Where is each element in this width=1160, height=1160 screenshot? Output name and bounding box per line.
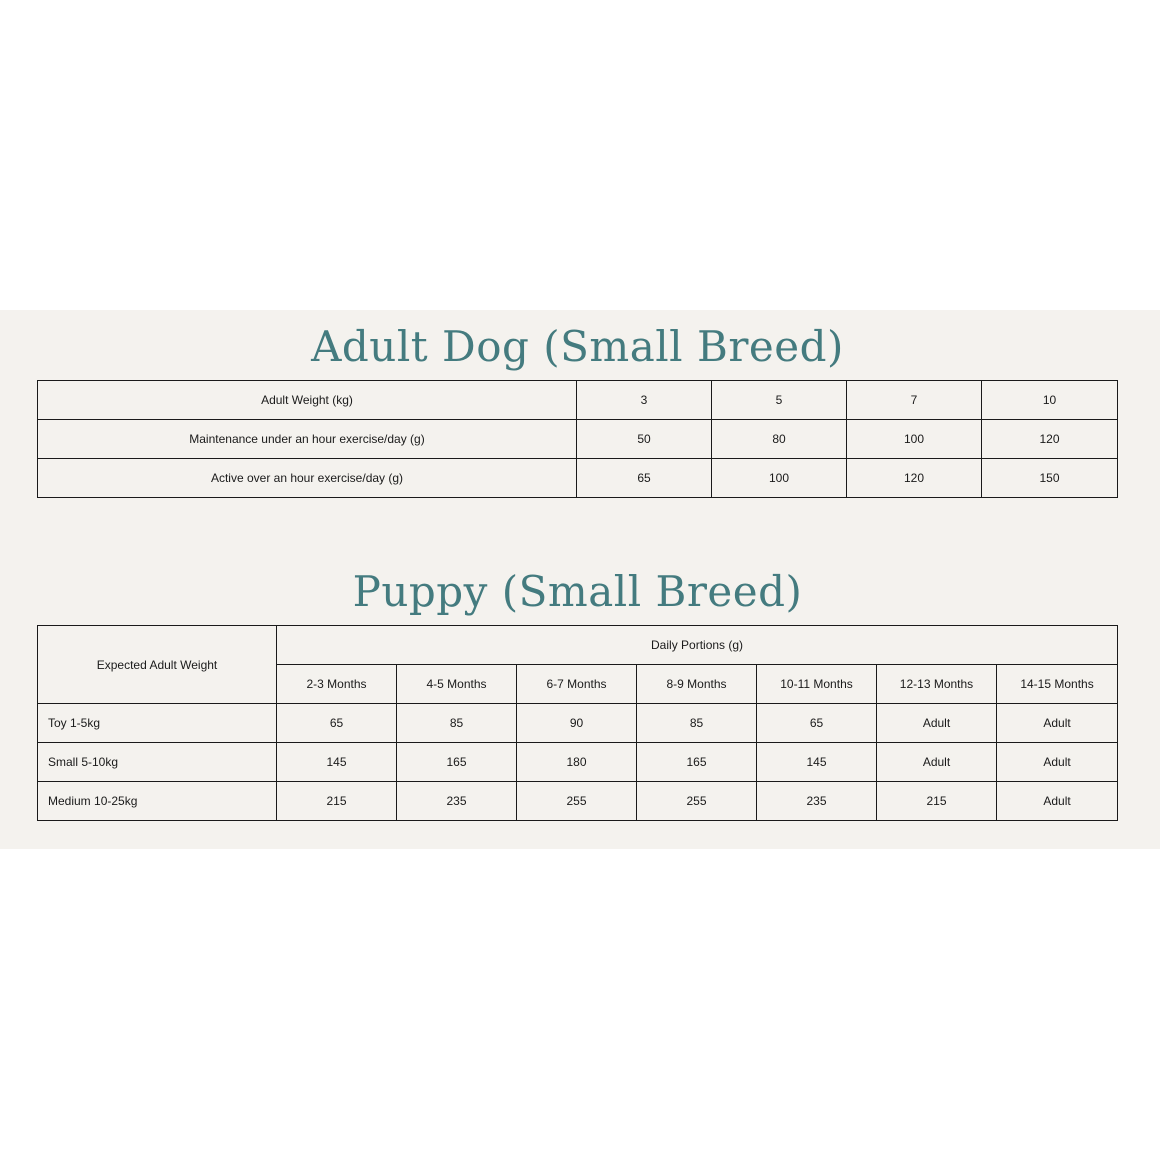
- table-cell: 100: [712, 459, 847, 498]
- row-label: Toy 1-5kg: [38, 704, 277, 743]
- table-cell: 3: [577, 381, 712, 420]
- month-header: 4-5 Months: [397, 665, 517, 704]
- table-cell: 65: [757, 704, 877, 743]
- month-header: 2-3 Months: [277, 665, 397, 704]
- portions-header: Daily Portions (g): [277, 626, 1118, 665]
- row-label: Small 5-10kg: [38, 743, 277, 782]
- table-header-row: [38, 626, 1118, 665]
- feeding-guide-panel: [0, 310, 1160, 849]
- table-cell: 85: [397, 704, 517, 743]
- row-label: Maintenance under an hour exercise/day (g): [38, 420, 577, 459]
- table-cell: 235: [757, 782, 877, 821]
- table-cell: 145: [277, 743, 397, 782]
- table-cell: 10: [982, 381, 1118, 420]
- puppy-section-title: Puppy (Small Breed): [352, 567, 803, 616]
- row-label: Adult Weight (kg): [38, 381, 577, 420]
- table-cell: 5: [712, 381, 847, 420]
- table-cell: Adult: [997, 782, 1118, 821]
- table-cell: 90: [517, 704, 637, 743]
- table-cell: 80: [712, 420, 847, 459]
- adult-feeding-table: [37, 380, 1118, 498]
- table-cell: 85: [637, 704, 757, 743]
- table-cell: 255: [637, 782, 757, 821]
- table-cell: 165: [397, 743, 517, 782]
- adult-section-title: Adult Dog (Small Breed): [311, 322, 844, 371]
- table-row: [38, 381, 1118, 420]
- table-cell: 165: [637, 743, 757, 782]
- row-label: Active over an hour exercise/day (g): [38, 459, 577, 498]
- table-row: [38, 420, 1118, 459]
- table-cell: 100: [847, 420, 982, 459]
- month-header: 14-15 Months: [997, 665, 1118, 704]
- table-cell: 180: [517, 743, 637, 782]
- table-cell: Adult: [877, 743, 997, 782]
- table-cell: 215: [877, 782, 997, 821]
- weight-header: Expected Adult Weight: [38, 626, 277, 704]
- table-cell: 235: [397, 782, 517, 821]
- row-label: Medium 10-25kg: [38, 782, 277, 821]
- table-cell: 7: [847, 381, 982, 420]
- month-header: 8-9 Months: [637, 665, 757, 704]
- table-cell: 65: [577, 459, 712, 498]
- table-row: [38, 459, 1118, 498]
- table-row: [38, 704, 1118, 743]
- table-cell: 65: [277, 704, 397, 743]
- month-header: 10-11 Months: [757, 665, 877, 704]
- table-cell: 50: [577, 420, 712, 459]
- table-cell: 120: [847, 459, 982, 498]
- table-cell: Adult: [997, 704, 1118, 743]
- table-cell: 150: [982, 459, 1118, 498]
- table-cell: Adult: [877, 704, 997, 743]
- table-cell: 255: [517, 782, 637, 821]
- table-cell: 215: [277, 782, 397, 821]
- table-cell: Adult: [997, 743, 1118, 782]
- month-header: 6-7 Months: [517, 665, 637, 704]
- table-cell: 120: [982, 420, 1118, 459]
- table-cell: 145: [757, 743, 877, 782]
- table-row: [38, 782, 1118, 821]
- month-header: 12-13 Months: [877, 665, 997, 704]
- table-row: [38, 743, 1118, 782]
- puppy-feeding-table: [37, 625, 1118, 821]
